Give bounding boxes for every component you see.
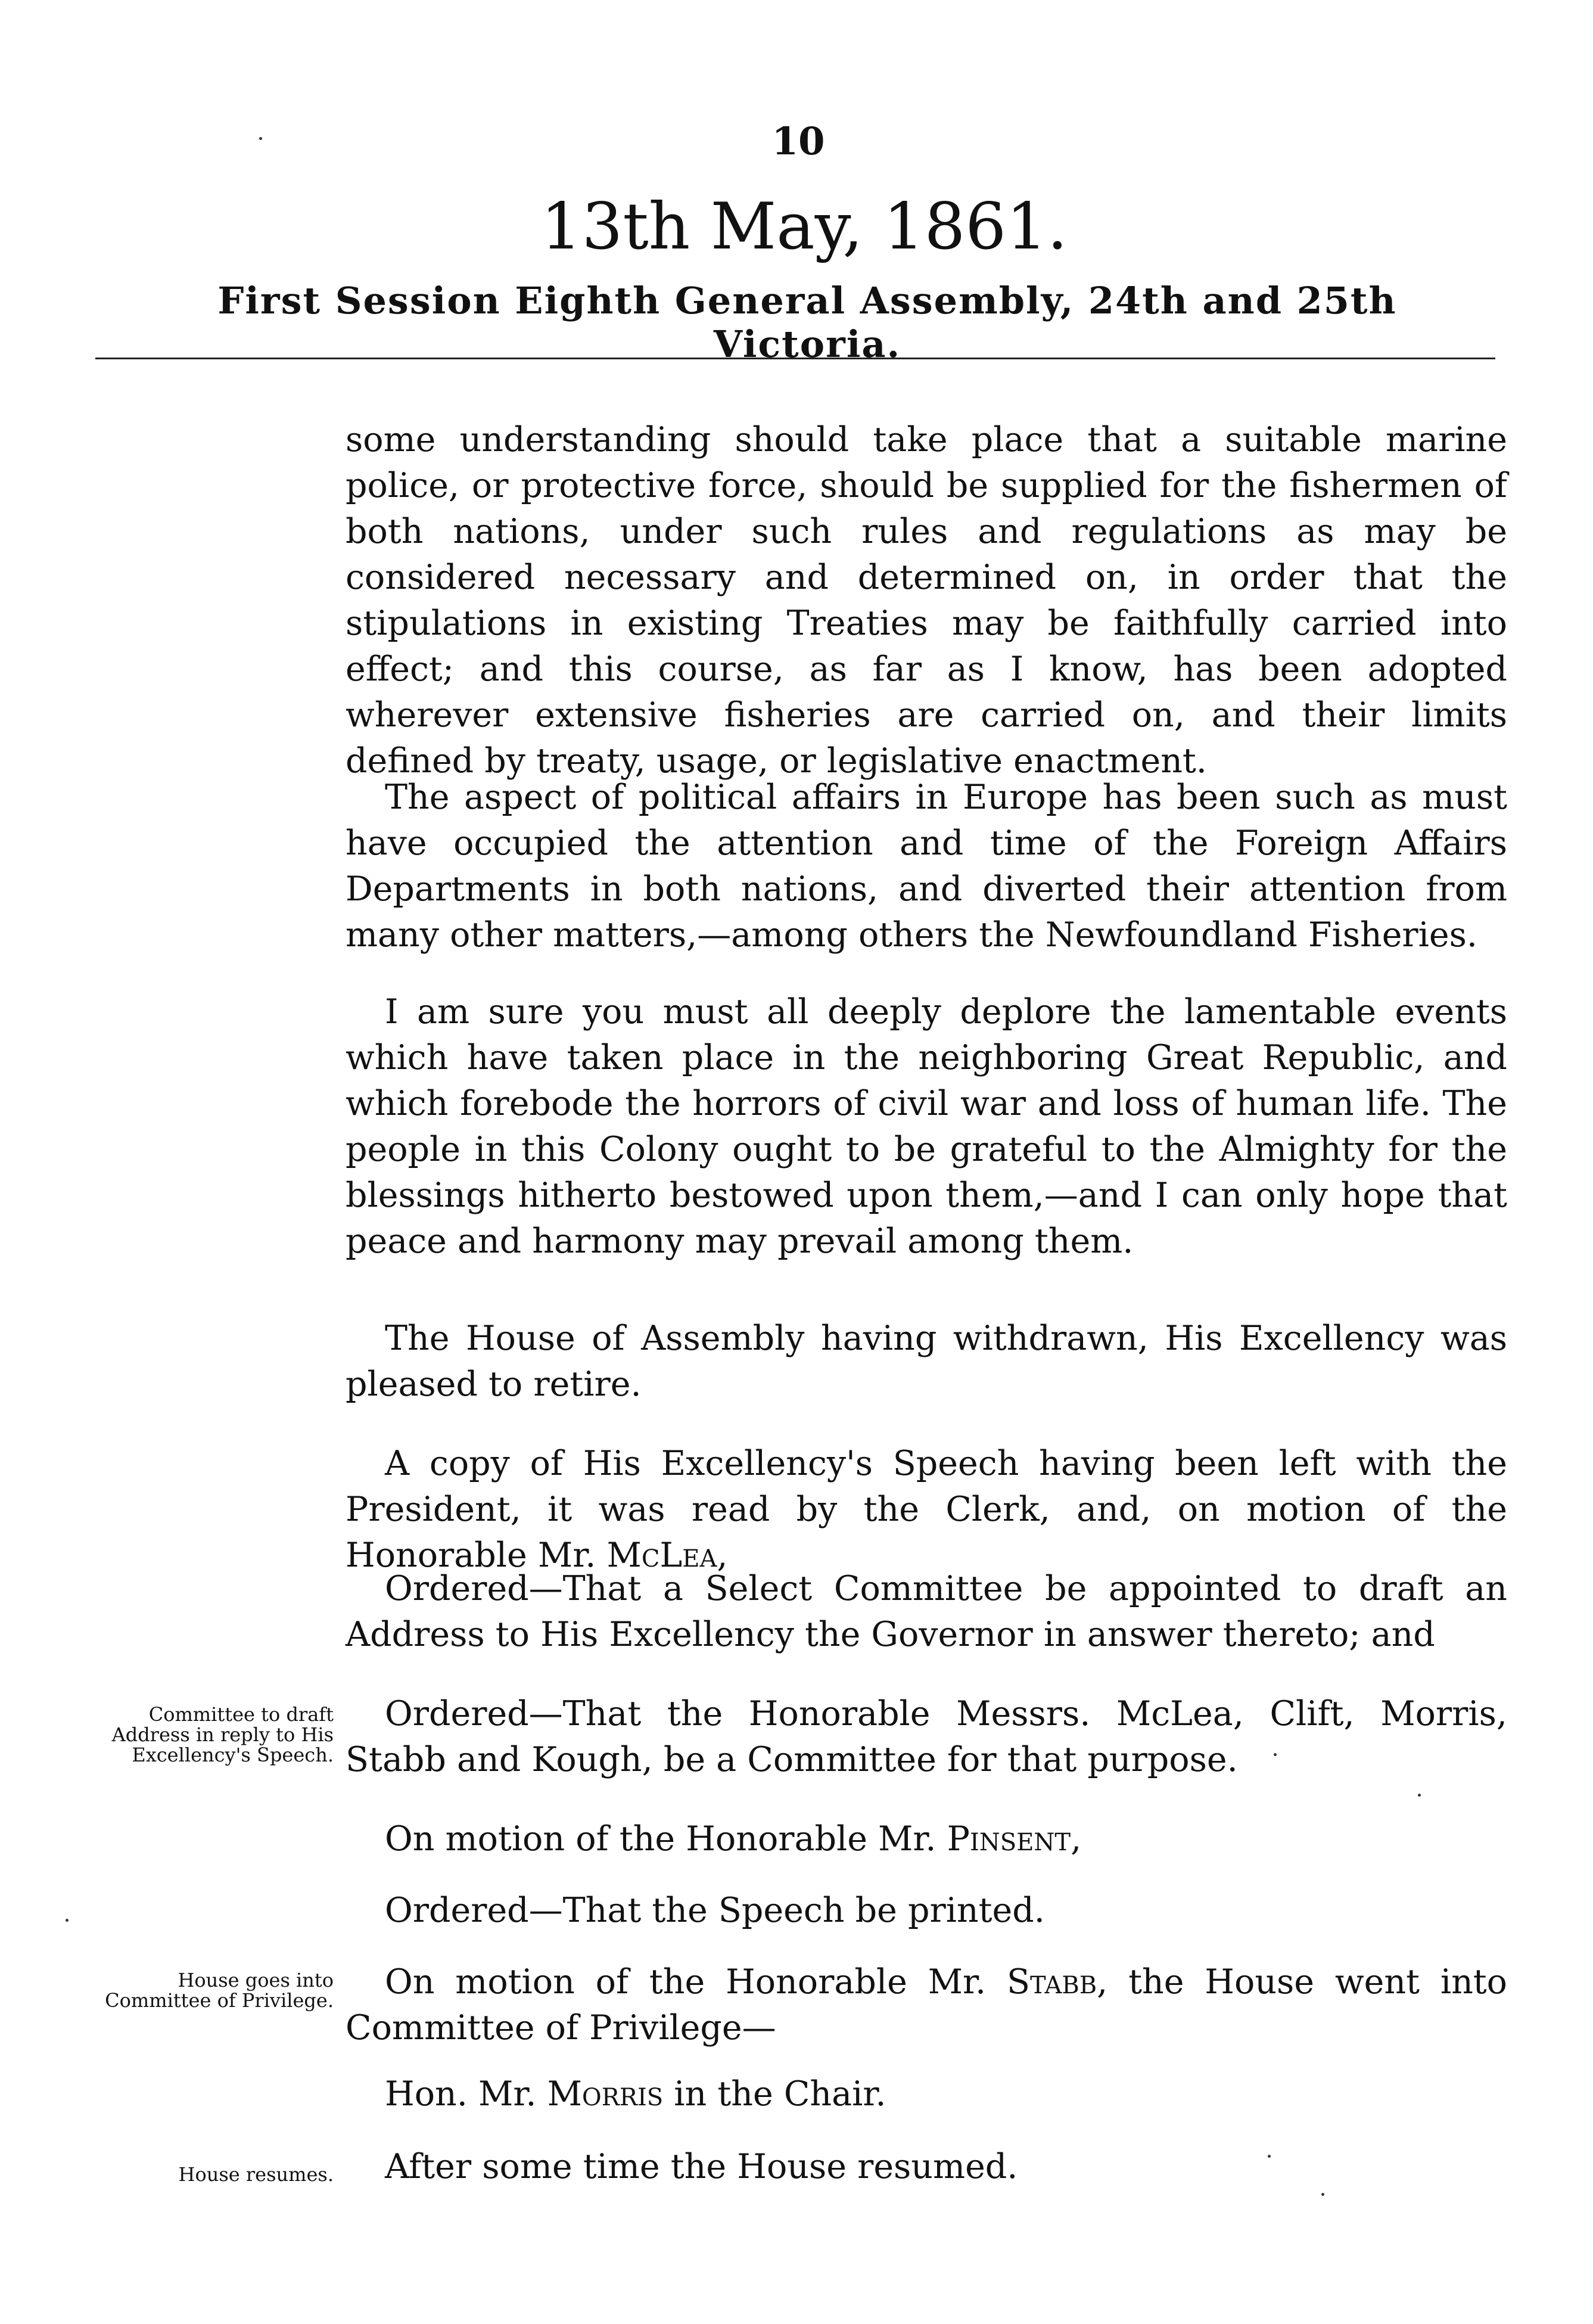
margin-note-committee: Committee to draft Address in reply to His Excellency's Speech. (111, 1703, 334, 1766)
paragraph-committee-members: Ordered—That the Honorable Messrs. McLea, Clift, Morris, Stabb and Kough, be a Committee for that purpose. (346, 1694, 1507, 1779)
page-number: 10 (771, 119, 825, 164)
header-rule (95, 358, 1495, 359)
speech-copy-end: , (717, 1536, 728, 1575)
speech-copy-text: A copy of His Excellency's Speech having been left with the President, it was read by the Clerk, and, on motion of the Honorable Mr. (346, 1444, 1507, 1575)
pinsent-motion-name: Pinsent (947, 1819, 1071, 1859)
paragraph-great-republic: I am sure you must all deeply deplore the lamentable events which have taken place in the neighboring Great Republic, and which forebode the horrors of civil war and loss of human life. The people in this Colony ought to be grateful to the Almighty for the blessings hitherto bestowed upon them,—and I can only hope that peace and harmony may prevail among them. (346, 992, 1507, 1261)
margin-note-resumes: House resumes. (178, 2163, 334, 2186)
margin-note-committee-privilege: House goes into Committee of Privilege. (105, 1969, 334, 2012)
speech-copy-name: McLea (606, 1536, 717, 1575)
session-heading: First Session Eighth General Assembly, 24th and 25th Victoria. (217, 279, 1397, 366)
paragraph-stabb-motion (346, 1959, 1507, 2051)
print-speck (1274, 1753, 1277, 1756)
morris-chair-end: in the Chair. (663, 2074, 886, 2114)
paragraph-morris-chair (346, 2071, 1507, 2117)
print-speck (66, 1919, 69, 1922)
stabb-motion-end: , the House went into Committee of Privilege— (346, 1962, 1507, 2048)
page-date: 13th May, 1861. (540, 189, 1068, 264)
print-speck (1321, 2193, 1324, 2196)
paragraph-pinsent-motion (346, 1816, 1507, 1862)
pinsent-motion-end: , (1071, 1819, 1082, 1859)
print-speck (259, 137, 262, 140)
paragraph-speech-copy (346, 1441, 1507, 1579)
paragraph-speech-printed: Ordered—That the Speech be printed. (385, 1891, 1045, 1930)
paragraph-select-committee: Ordered—That a Select Committee be appointed to draft an Address to His Excellency the Governor in answer thereto; and (346, 1569, 1507, 1654)
stabb-motion-text: On motion of the Honorable Mr. (385, 1962, 1007, 2002)
morris-chair-name: Morris (547, 2074, 664, 2114)
print-speck (1418, 1794, 1421, 1797)
morris-chair-text: Hon. Mr. (385, 2074, 547, 2114)
paragraph-assembly-withdrawn: The House of Assembly having withdrawn, His Excellency was pleased to retire. (346, 1319, 1507, 1404)
paragraph-europe: The aspect of political affairs in Europe has been such as must have occupied the attention and time of the Foreign Affairs Departments in both nations, and diverted their attention from many other matters,—among others the Newfoundland Fisheries. (346, 778, 1507, 955)
stabb-motion-name: Stabb (1006, 1962, 1097, 2002)
pinsent-motion-text: On motion of the Honorable Mr. (385, 1819, 947, 1859)
paragraph-house-resumed: After some time the House resumed. (385, 2147, 1018, 2186)
paragraph-fisheries: some understanding should take place that a suitable marine police, or protective force, should be supplied for the fishermen of both nations, under such rules and regulations as may be considered necessary and determined on, in order that the stipulations in existing Treaties may be faithfully carried into effect; and this course, as far as I know, has been adopted wherever extensive fisheries are carried on, and their limits defined by treaty, usage, or legislative enactment. (346, 420, 1507, 781)
print-speck (1268, 2155, 1271, 2158)
